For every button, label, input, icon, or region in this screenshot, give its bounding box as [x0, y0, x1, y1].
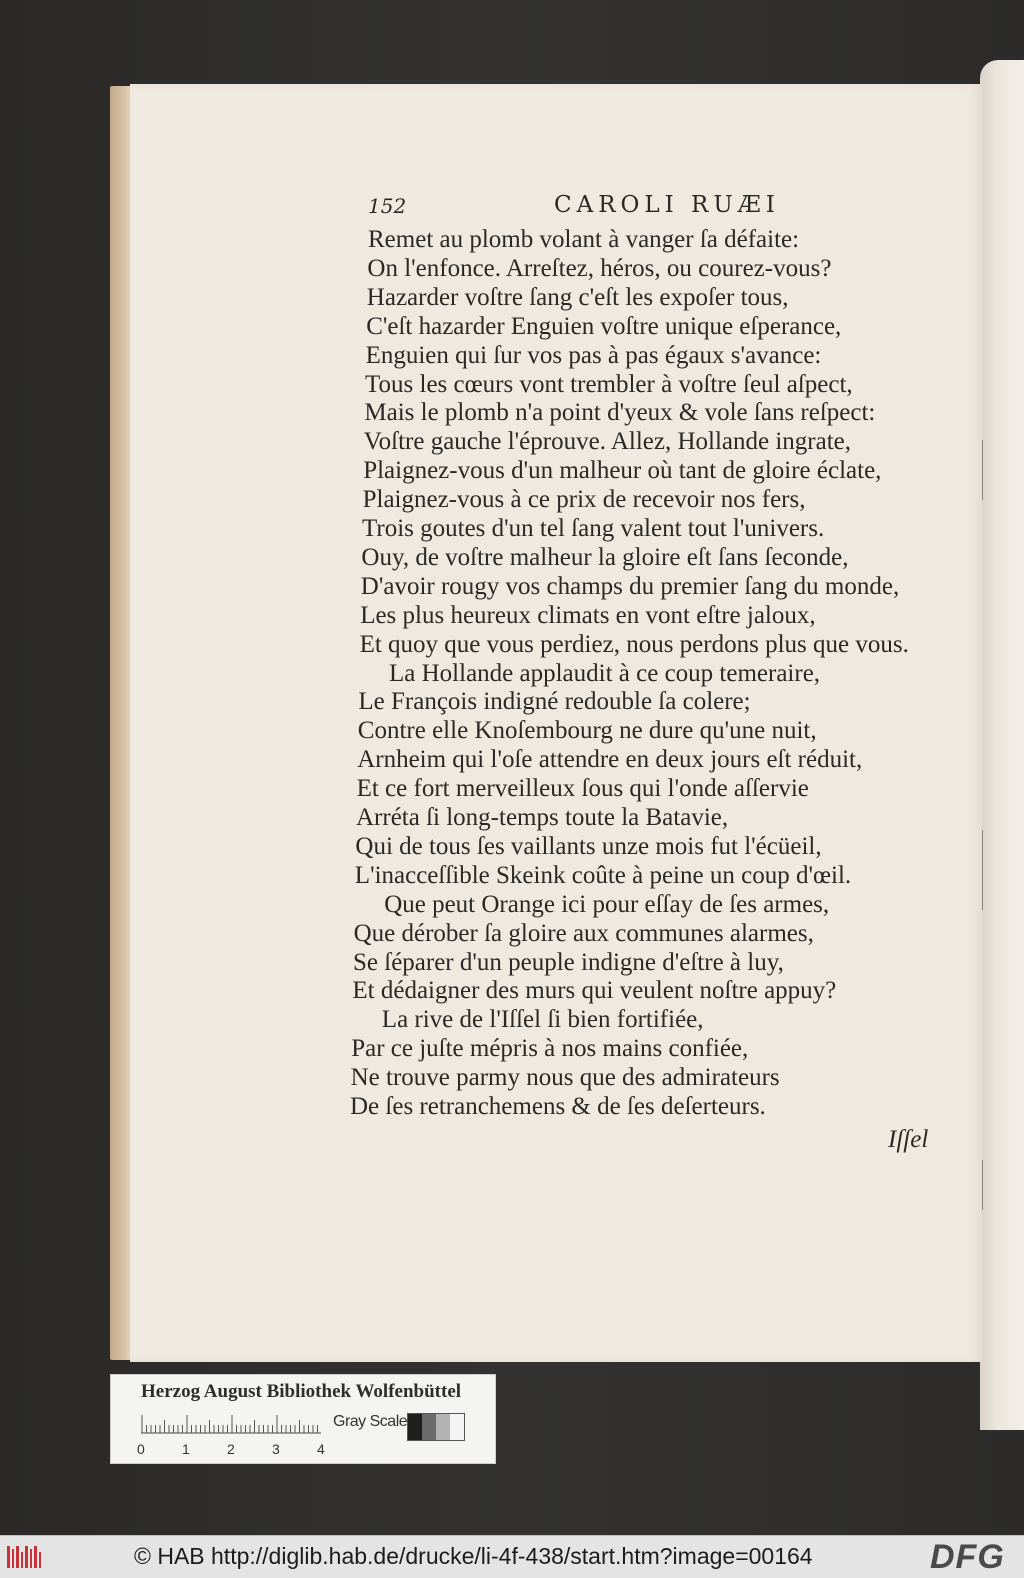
page-number: 152 [368, 194, 407, 218]
verse-line: Que dérober ſa gloire aux communes alarmes, [353, 919, 814, 947]
verse-line: Et ce fort merveilleux ſous qui l'onde aſſervie [356, 775, 809, 803]
grayscale-patch [408, 1414, 422, 1440]
facing-page-edge [980, 60, 1024, 1430]
verse-line: Se ſéparer d'un peuple indigne d'eſtre à luy, [353, 948, 784, 976]
verse-line: Arnheim qui l'oſe attendre en deux jours eſt réduit, [357, 746, 863, 774]
verse-line: Voſtre gauche l'éprouve. Allez, Hollande ingrate, [363, 428, 852, 456]
ruler-label: 1 [182, 1441, 190, 1457]
verse-line: Hazarder voſtre ſang c'eſt les expoſer tous, [366, 283, 789, 311]
verse-line: Plaignez-vous d'un malheur où tant de gloire éclate, [363, 457, 882, 485]
ruler-label: 4 [317, 1441, 325, 1457]
verse-line: Et dédaigner des murs qui veulent noſtre appuy? [352, 977, 837, 1005]
verse-line: La Hollande applaudit à ce coup temeraire, [389, 659, 821, 687]
verse-line: Que peut Orange ici pour eſſay de ſes armes, [384, 890, 830, 918]
verse-line: Les plus heureux climats en vont eſtre jaloux, [360, 601, 816, 629]
verse-line: Trois goutes d'un tel ſang valent tout l'univers. [362, 515, 825, 542]
grayscale-patch [436, 1414, 450, 1440]
grayscale-patch [422, 1414, 436, 1440]
verse-line: Plaignez-vous à ce prix de recevoir nos fers, [362, 486, 806, 514]
verse-line: Par ce juſte mépris à nos mains confiée, [351, 1035, 749, 1063]
ruler-label: 2 [227, 1441, 235, 1457]
verse-line: Ne trouve parmy nous que des admirateurs [350, 1064, 780, 1092]
cm-ruler [141, 1413, 321, 1435]
ruler-labels [137, 1441, 337, 1459]
page-header [368, 192, 828, 226]
verse-line: Le François indigné redouble ſa colere; [358, 688, 751, 716]
dfg-logo: DFG [930, 1538, 1005, 1576]
verse-line: Remet au plomb volant à vanger ſa défaite: [368, 226, 800, 253]
color-reference-card [110, 1374, 496, 1464]
verse-line: Qui de tous ſes vaillants unze mois fut l'écüeil, [355, 832, 822, 860]
running-title: CAROLI RUÆI [554, 192, 780, 218]
catchword: Iſſel [888, 1126, 929, 1153]
verse-line: Mais le plomb n'a point d'yeux & vole ſans reſpect: [364, 399, 876, 427]
ruler-label: 3 [272, 1441, 280, 1457]
verse-line: L'inacceſſible Skeink coûte à peine un coup d'œil. [354, 861, 852, 889]
verse-line: La rive de l'Iſſel ſi bien fortifiée, [381, 1006, 704, 1034]
verse-line: Ouy, de voſtre malheur la gloire eſt ſans ſeconde, [361, 543, 849, 571]
institution-name: Herzog August Bibliothek Wolfenbüttel [141, 1381, 462, 1402]
grayscale-swatch [407, 1413, 465, 1441]
barcode-logo-icon [6, 1544, 46, 1570]
ruler-label: 0 [137, 1441, 145, 1457]
verse-line: C'eſt hazarder Enguien voſtre unique eſperance, [366, 312, 842, 340]
footer-bar [0, 1535, 1024, 1578]
grayscale-label: Gray Scale [333, 1413, 408, 1430]
verse-line: Arréta ſi long-temps toute la Batavie, [356, 804, 729, 831]
verse-line: Contre elle Knoſembourg ne dure qu'une nuit, [357, 717, 817, 745]
copyright-url: © HAB http://diglib.hab.de/drucke/li-4f-438/start.htm?image=00164 [134, 1543, 813, 1569]
verse-line: De ſes retranchemens & de ſes deſerteurs. [350, 1093, 766, 1120]
verse-line: D'avoir rougy vos champs du premier ſang du monde, [360, 572, 900, 600]
verse-line: Tous les cœurs vont trembler à voſtre ſeul aſpect, [365, 370, 853, 398]
verse-line: Enguien qui ſur vos pas à pas égaux s'avance: [365, 341, 822, 369]
verse-line: On l'enfonce. Arreſtez, héros, ou courez-vous? [367, 254, 832, 282]
grayscale-patch [450, 1414, 464, 1440]
verse-line: Et quoy que vous perdiez, nous perdons plus que vous. [359, 630, 909, 658]
